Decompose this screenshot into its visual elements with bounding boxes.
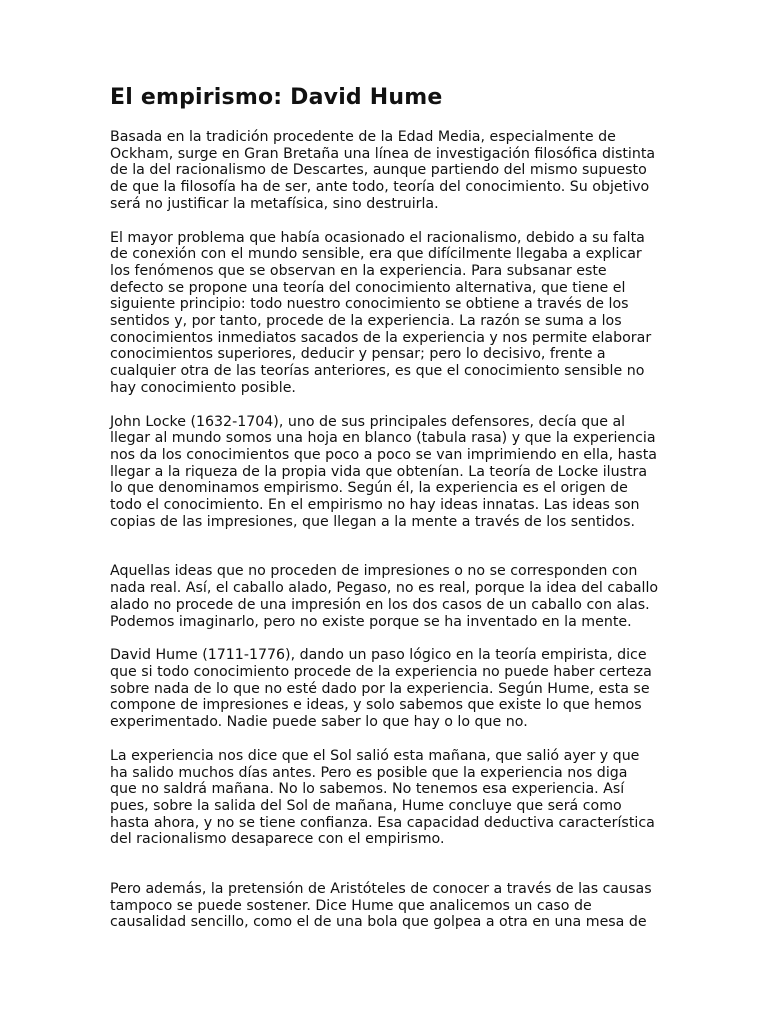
document-page — [110, 84, 660, 948]
paragraph-causality: Pero además, la pretensión de Aristóteles de conocer a través de las causas tampoco se puede sostener. Dice Hume que analicemos un caso de causalidad sencillo, como el de una bola que golpea a otra en una mesa de — [110, 881, 652, 931]
paragraph-david-hume: David Hume (1711-1776), dando un paso lógico en la teoría empirista, dice que si todo conocimiento procede de la experiencia no puede haber certeza sobre nada de lo que no esté dado por la experiencia. Según Hume, esta se compone de impresiones e ideas, y solo sabemos que existe lo que hemos experimentado. Nadie puede saber lo que hay o lo que no. — [110, 647, 652, 731]
paragraph-pegasus: Aquellas ideas que no proceden de impresiones o no se corresponden con nada real. Así, el caballo alado, Pegaso, no es real, porque la idea del caballo alado no procede de una impresión en los dos casos de un caballo con alas. Podemos imaginarlo, pero no existe porque se ha inventado en la mente. — [110, 563, 659, 630]
paragraph-origins: Basada en la tradición procedente de la Edad Media, especialmente de Ockham, surge en Gran Bretaña una línea de investigación filosófica distinta de la del racionalismo de Descartes, aunque partiendo del mismo supuesto de que la filosofía ha de ser, ante todo, teoría del conocimiento. Su objetivo será no justificar la metafísica, sino destruirla. — [110, 129, 656, 212]
paragraph-rationalism-problem: El mayor problema que había ocasionado el racionalismo, debido a su falta de conexión con el mundo sensible, era que difícilmente llegaba a explicar los fenómenos que se observan en la experiencia. Para subsanar este defecto se propone una teoría del conocimiento alternativa, que tiene el siguiente principio: todo nuestro conocimiento se obtiene a través de los sentidos y, por tanto, procede de la experiencia. La razón se suma a los conocimientos inmediatos sacados de la experiencia y nos permite elaborar conocimientos superiores, deducir y pensar; pero lo decisivo, frente a cualquier otra de las teorías anteriores, es que el conocimiento sensible no hay conocimiento posible. — [110, 229, 652, 396]
document-title: El empirismo: David Hume — [110, 85, 443, 110]
paragraph-sunrise: La experiencia nos dice que el Sol salió esta mañana, que salió ayer y que ha salido muchos días antes. Pero es posible que la experiencia nos diga que no saldrá mañana. No lo sabemos. No tenemos esa experiencia. Así pues, sobre la salida del Sol de mañana, Hume concluye que será como hasta ahora, y no se tiene confianza. Esa capacidad deductiva característica del racionalismo desaparece con el empirismo. — [110, 747, 655, 848]
paragraph-john-locke: John Locke (1632-1704), uno de sus principales defensores, decía que al llegar al mundo somos una hoja en blanco (tabula rasa) y que la experiencia nos da los conocimientos que poco a poco se van imprimiendo en ella, hasta llegar a la riqueza de la propia vida que obtenían. La teoría de Locke ilustra lo que denominamos empirismo. Según él, la experiencia es el origen de todo el conocimiento. En el empirismo no hay ideas innatas. Las ideas son copias de las impresiones, que llegan a la mente a través de los sentidos. — [110, 413, 657, 530]
